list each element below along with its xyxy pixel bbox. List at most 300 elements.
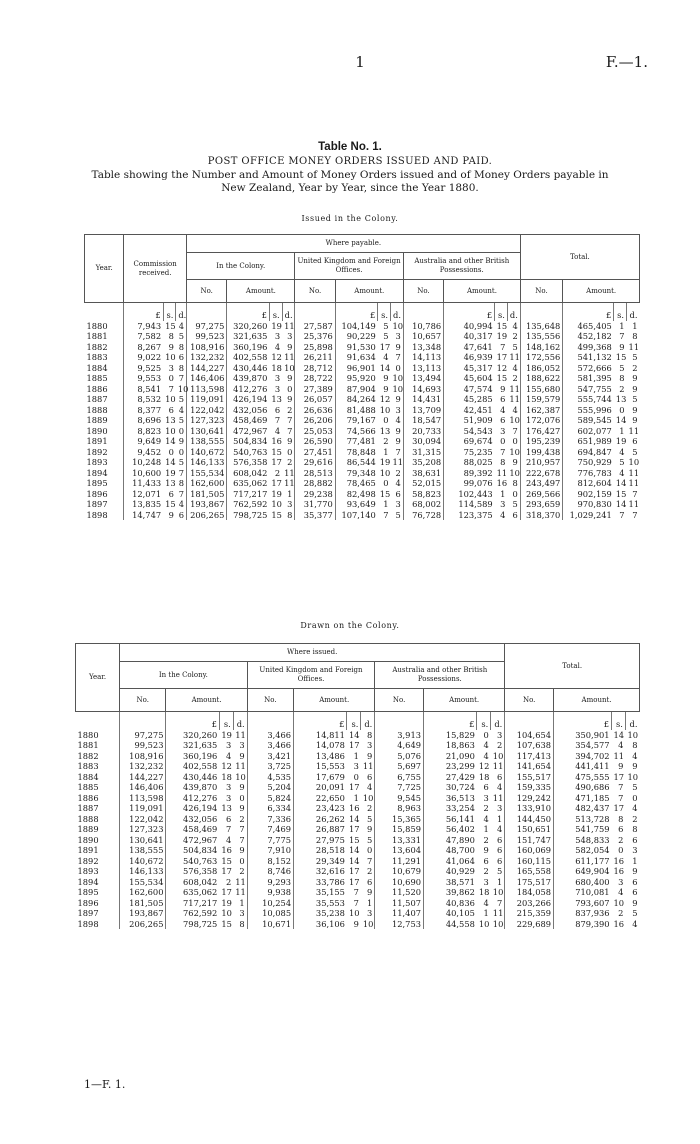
- table-cell: 11: [235, 876, 246, 887]
- table-cell: 6: [168, 404, 174, 415]
- table-cell: 5: [367, 834, 373, 845]
- table-cell: 16: [613, 866, 625, 876]
- table-cell: 14,113: [403, 352, 443, 363]
- year-cell: 1886: [77, 792, 99, 803]
- table-cell: 113,598: [120, 793, 166, 804]
- table-cell: 0: [239, 855, 245, 866]
- table-cell: 430,446: [227, 363, 270, 374]
- table-cell: 17: [379, 341, 391, 352]
- table-cell: 439,870: [166, 782, 219, 793]
- table-cell: 17: [613, 803, 625, 813]
- table-row: [76, 856, 640, 867]
- table-cell: 14: [615, 478, 627, 488]
- year-cell: 1898: [86, 509, 108, 520]
- unit-blank: [76, 712, 120, 730]
- table-cell: 426,194: [166, 803, 219, 814]
- table-cell: 581,395: [563, 373, 614, 384]
- table-cell: 7: [178, 373, 185, 383]
- table-cell: 6: [500, 415, 506, 425]
- table-cell: 20,091: [294, 782, 347, 793]
- table-cell: 7,469: [247, 824, 293, 835]
- table-cell: 7,943: [124, 321, 163, 332]
- table-cell: 14: [615, 499, 627, 509]
- table-cell: 18,547: [403, 415, 443, 426]
- table-cell: 162,600: [120, 887, 166, 898]
- table-cell: 608,042: [227, 468, 270, 479]
- table-cell: 9: [483, 845, 489, 855]
- table-cell: 76,728: [403, 510, 443, 521]
- table-cell: 31,315: [403, 447, 443, 458]
- table-cell: 7: [497, 897, 503, 908]
- table-cell: 19: [165, 467, 176, 478]
- table-cell: 144,227: [187, 363, 227, 374]
- table-cell: 2: [395, 467, 401, 478]
- table-cell: 17: [348, 782, 360, 792]
- table-cell: 14,747: [124, 510, 163, 521]
- table-cell: 35,208: [403, 457, 443, 468]
- table-cell: 4: [483, 740, 489, 750]
- table-cell: 33,786: [294, 877, 347, 888]
- table-cell: 5: [383, 331, 389, 341]
- table-cell: 107,638: [505, 740, 554, 751]
- table-cell: 0: [619, 404, 625, 415]
- table-cell: 210,957: [520, 457, 563, 468]
- year-cell: 1888: [77, 813, 99, 824]
- drawn-uk-header: United Kingdom and Foreign Offices.: [247, 662, 375, 689]
- table-cell: 9,938: [247, 887, 293, 898]
- table-cell: 17: [271, 457, 282, 467]
- table-cell: 16: [348, 803, 360, 813]
- table-cell: 27,389: [295, 384, 335, 395]
- table-cell: 11: [235, 729, 246, 740]
- table-cell: 5: [178, 415, 185, 425]
- year-cell: 1895: [86, 478, 108, 488]
- table-cell: 4,535: [247, 772, 293, 783]
- table-cell: 97,275: [187, 321, 227, 332]
- table-cell: 87,904: [335, 384, 378, 395]
- table-cell: 7: [225, 824, 232, 834]
- year-cell: 1889: [77, 824, 99, 834]
- table-cell: 402,558: [166, 761, 219, 772]
- table-cell: 9: [500, 383, 506, 394]
- table-cell: 26,590: [295, 436, 335, 447]
- year-cell: 1882: [77, 750, 99, 761]
- table-cell: 412,276: [227, 384, 270, 395]
- table-cell: 122,042: [120, 814, 166, 825]
- issued-total-amount-header: Amount.: [563, 280, 640, 303]
- year-cell: 1888: [86, 404, 108, 415]
- issued-table-wrapper: [84, 234, 640, 520]
- table-cell: 38,571: [424, 877, 477, 888]
- table-cell: 28,513: [295, 468, 335, 479]
- table-cell: 2: [632, 362, 638, 373]
- table-cell: 4: [383, 352, 389, 362]
- table-cell: 7: [274, 415, 281, 425]
- table-cell: 8: [632, 740, 638, 750]
- table-cell: 0: [512, 488, 518, 499]
- table-cell: 10: [362, 792, 374, 803]
- table-cell: 9: [239, 750, 245, 761]
- table-cell: 26,262: [294, 814, 347, 825]
- table-cell: 2: [512, 373, 518, 383]
- table-cell: 472,967: [166, 835, 219, 846]
- table-cell: 28,518: [294, 845, 347, 856]
- table-cell: 9: [287, 373, 293, 383]
- year-cell: 1892: [77, 855, 99, 866]
- table-cell: 4: [178, 320, 185, 331]
- table-cell: 3: [239, 740, 245, 750]
- table-cell: 16: [221, 845, 232, 855]
- table-cell: 18: [478, 771, 490, 782]
- year-cell: 1887: [77, 803, 99, 813]
- table-cell: 1: [353, 750, 359, 761]
- table-cell: 7: [239, 834, 245, 845]
- unit-d: d.: [282, 303, 295, 321]
- table-cell: 25,053: [295, 426, 335, 437]
- table-cell: 17: [348, 866, 360, 876]
- table-cell: 15,365: [375, 814, 424, 825]
- table-cell: 320,260: [227, 321, 270, 332]
- table-cell: 2: [287, 457, 293, 467]
- table-cell: 10: [613, 897, 625, 908]
- year-cell: 1891: [77, 845, 99, 855]
- table-cell: 2: [225, 876, 232, 887]
- table-cell: 7,582: [124, 331, 163, 342]
- table-cell: 798,725: [227, 510, 270, 521]
- table-cell: 13,348: [403, 342, 443, 353]
- unit-blank: [375, 712, 424, 730]
- drawn-table-wrapper: [75, 643, 640, 929]
- table-cell: 5: [619, 457, 625, 467]
- table-cell: 7: [395, 352, 401, 362]
- table-row: [85, 384, 640, 395]
- table-cell: 26,636: [295, 405, 335, 416]
- year-cell: 1881: [77, 740, 99, 750]
- table-cell: 3: [274, 383, 281, 394]
- table-cell: 635,062: [166, 887, 219, 898]
- table-cell: 13: [165, 415, 176, 425]
- table-cell: 1: [632, 855, 638, 866]
- table-cell: 141,654: [505, 761, 554, 772]
- table-cell: 19: [615, 436, 627, 446]
- table-cell: 9: [632, 373, 638, 383]
- unit-d: d.: [491, 712, 505, 730]
- table-cell: 3: [353, 761, 359, 771]
- table-cell: 9: [395, 436, 401, 446]
- table-cell: 837,936: [554, 908, 612, 919]
- table-cell: 0: [367, 845, 373, 855]
- table-cell: 6: [497, 855, 503, 866]
- table-cell: 0: [632, 792, 638, 803]
- table-cell: 150,651: [505, 824, 554, 835]
- table-cell: 19: [221, 729, 232, 740]
- table-cell: 40,929: [424, 866, 477, 877]
- table-cell: 10: [628, 457, 640, 467]
- unit-pound: £: [444, 303, 495, 321]
- year-cell: 1891: [86, 436, 108, 446]
- table-cell: 9: [287, 341, 293, 352]
- table-cell: 11: [492, 761, 504, 771]
- table-cell: 29,616: [295, 457, 335, 468]
- table-cell: 77,481: [335, 436, 378, 447]
- table-cell: 589,545: [563, 415, 614, 426]
- year-cell: 1885: [77, 782, 99, 792]
- drawn-section-title: Drawn on the Colony.: [300, 621, 400, 630]
- table-cell: 97,275: [120, 730, 166, 741]
- table-cell: 13,494: [403, 373, 443, 384]
- table-cell: 78,465: [335, 478, 378, 489]
- table-cell: 11: [235, 887, 246, 897]
- unit-d: d.: [627, 303, 640, 321]
- table-cell: 504,834: [227, 436, 270, 447]
- table-cell: 541,759: [554, 824, 612, 835]
- table-cell: 9,525: [124, 363, 163, 374]
- table-cell: 11: [492, 792, 504, 803]
- table-cell: 132,232: [120, 761, 166, 772]
- table-cell: 18,863: [424, 740, 477, 751]
- table-cell: 360,196: [227, 342, 270, 353]
- table-cell: 4: [483, 897, 489, 908]
- table-cell: 17: [613, 771, 625, 782]
- table-cell: 1: [619, 320, 625, 331]
- table-cell: 602,077: [563, 426, 614, 437]
- table-cell: 10: [392, 320, 404, 331]
- table-cell: 7: [367, 855, 373, 866]
- table-cell: 0: [178, 425, 185, 436]
- table-cell: 7: [512, 425, 518, 436]
- table-cell: 25,898: [295, 342, 335, 353]
- table-cell: 11,507: [375, 898, 424, 909]
- table-cell: 776,783: [563, 468, 614, 479]
- table-row: [76, 835, 640, 846]
- table-cell: 1: [497, 813, 503, 824]
- table-cell: 22,650: [294, 793, 347, 804]
- table-cell: 11: [613, 750, 625, 761]
- table-cell: 4: [178, 404, 185, 415]
- table-cell: 350,901: [554, 730, 612, 741]
- table-cell: 5,204: [247, 782, 293, 793]
- table-cell: 99,523: [187, 331, 227, 342]
- table-cell: 3: [287, 499, 293, 509]
- table-cell: 1: [483, 824, 489, 834]
- year-cell: 1885: [86, 373, 108, 383]
- table-cell: 6: [632, 887, 638, 897]
- table-cell: 8: [178, 362, 185, 373]
- units-row: [76, 712, 640, 730]
- table-cell: 14: [165, 457, 176, 467]
- table-cell: 69,674: [444, 436, 495, 447]
- table-cell: 7: [500, 341, 506, 352]
- table-cell: 3: [287, 331, 293, 341]
- table-cell: 798,725: [166, 919, 219, 930]
- table-cell: 5: [512, 341, 518, 352]
- table-cell: 3: [367, 908, 373, 918]
- table-cell: 9: [618, 761, 624, 771]
- unit-pound: £: [563, 303, 614, 321]
- table-cell: 2: [632, 813, 638, 824]
- table-cell: 14,693: [403, 384, 443, 395]
- table-cell: 41,064: [424, 856, 477, 867]
- table-cell: 452,182: [563, 331, 614, 342]
- table-cell: 17: [221, 887, 232, 897]
- table-cell: 5: [367, 813, 373, 824]
- table-cell: 11: [362, 761, 374, 771]
- table-row: [76, 919, 640, 930]
- table-cell: 79,167: [335, 415, 378, 426]
- table-cell: 14: [165, 436, 176, 446]
- table-cell: 12,071: [124, 489, 163, 500]
- table-number: Table No. 1.: [318, 141, 382, 153]
- table-row: [85, 478, 640, 489]
- issued-where-payable-header: Where payable.: [187, 235, 521, 253]
- table-cell: 14: [348, 729, 360, 740]
- table-cell: 6: [168, 488, 174, 499]
- table-cell: 3: [500, 425, 506, 436]
- table-cell: 10: [492, 887, 504, 897]
- year-cell: 1898: [77, 918, 99, 929]
- table-cell: 11: [628, 478, 640, 488]
- table-cell: 13,604: [375, 845, 424, 856]
- table-cell: 10: [392, 373, 404, 383]
- table-cell: 102,443: [444, 489, 495, 500]
- issued-australia-header: Australia and other British Possessions.: [403, 253, 520, 280]
- drawn-colony-header: In the Colony.: [120, 662, 248, 689]
- table-cell: 458,469: [166, 824, 219, 835]
- table-cell: 3: [274, 331, 281, 341]
- table-cell: 10,786: [403, 321, 443, 332]
- table-row: [85, 394, 640, 405]
- year-cell: 1886: [86, 383, 108, 394]
- table-cell: 162,600: [187, 478, 227, 489]
- table-cell: 7: [239, 824, 245, 834]
- table-cell: 10: [379, 404, 391, 415]
- table-cell: 74,566: [335, 426, 378, 437]
- table-cell: 11: [509, 383, 520, 394]
- table-cell: 762,592: [227, 499, 270, 510]
- table-cell: 5,697: [375, 761, 424, 772]
- table-cell: 6,334: [247, 803, 293, 814]
- issued-uk-header: United Kingdom and Foreign Offices.: [295, 253, 403, 280]
- table-cell: 89,392: [444, 468, 495, 479]
- table-row: [85, 405, 640, 416]
- table-cell: 19: [271, 320, 282, 331]
- table-cell: 127,323: [187, 415, 227, 426]
- table-cell: 84,264: [335, 394, 378, 405]
- table-row: [76, 803, 640, 814]
- table-cell: 13,486: [294, 751, 347, 762]
- table-description: Table showing the Number and Amount of Money Orders issued and of Money Orders payable in New Zealand, Year by Year, since the Year 1880.: [91, 169, 609, 194]
- table-cell: 9: [367, 887, 373, 897]
- table-cell: 2: [367, 866, 373, 876]
- drawn-colony-no-header: No.: [120, 689, 166, 712]
- unit-blank: [187, 303, 227, 321]
- table-cell: 6: [395, 488, 401, 499]
- table-cell: 7: [353, 887, 359, 897]
- table-cell: 15: [271, 446, 282, 457]
- table-row: [85, 426, 640, 437]
- table-cell: 15: [615, 488, 627, 499]
- table-cell: 360,196: [166, 751, 219, 762]
- table-cell: 146,406: [120, 782, 166, 793]
- table-cell: 582,054: [554, 845, 612, 856]
- table-cell: 10: [271, 499, 282, 509]
- table-cell: 45,285: [444, 394, 495, 405]
- table-cell: 0: [395, 362, 401, 373]
- table-cell: 4: [512, 362, 518, 373]
- table-cell: 8,823: [124, 426, 163, 437]
- table-row: [76, 761, 640, 772]
- table-cell: 9: [395, 425, 401, 436]
- table-cell: 18: [271, 362, 282, 373]
- table-cell: 29,238: [295, 489, 335, 500]
- table-cell: 79,348: [335, 468, 378, 479]
- table-cell: 27,975: [294, 835, 347, 846]
- table-cell: 8: [178, 478, 185, 488]
- table-row: [85, 342, 640, 353]
- table-cell: 16: [613, 855, 625, 866]
- table-cell: 3,725: [247, 761, 293, 772]
- table-cell: 5: [178, 394, 185, 404]
- table-cell: 9: [632, 866, 638, 876]
- table-cell: 127,323: [120, 824, 166, 835]
- table-cell: 0: [618, 845, 624, 855]
- table-cell: 140,672: [120, 856, 166, 867]
- issued-year-header: Year.: [85, 235, 124, 303]
- unit-pound: £: [166, 712, 219, 730]
- table-cell: 2: [367, 803, 373, 813]
- table-cell: 0: [383, 478, 389, 488]
- table-cell: 19: [221, 897, 232, 908]
- table-cell: 9: [395, 341, 401, 352]
- table-cell: 12: [271, 352, 282, 362]
- table-cell: 31,770: [295, 499, 335, 510]
- table-cell: 439,870: [227, 373, 270, 384]
- table-cell: 717,217: [227, 489, 270, 500]
- table-cell: 6: [178, 509, 185, 520]
- table-cell: 122,042: [187, 405, 227, 416]
- table-cell: 17: [221, 866, 232, 876]
- table-cell: 7: [619, 331, 625, 341]
- table-cell: 9: [353, 918, 359, 929]
- table-cell: 555,744: [563, 394, 614, 405]
- table-cell: 33,254: [424, 803, 477, 814]
- table-cell: 547,755: [563, 384, 614, 395]
- table-cell: 8: [632, 824, 638, 834]
- table-cell: 541,132: [563, 352, 614, 363]
- table-cell: 119,091: [187, 394, 227, 405]
- table-cell: 4: [178, 499, 185, 509]
- table-cell: 513,728: [554, 814, 612, 825]
- table-cell: 4: [632, 803, 638, 813]
- table-cell: 0: [168, 446, 174, 457]
- table-cell: 6: [178, 352, 185, 362]
- table-cell: 14,431: [403, 394, 443, 405]
- table-row: [76, 814, 640, 825]
- table-cell: 9,293: [247, 877, 293, 888]
- table-cell: 7: [618, 782, 624, 792]
- table-cell: 18: [221, 771, 232, 782]
- table-row: [85, 510, 640, 521]
- table-cell: 10: [627, 729, 639, 740]
- table-cell: 47,574: [444, 384, 495, 395]
- table-cell: 7,775: [247, 835, 293, 846]
- table-cell: 10: [492, 750, 504, 761]
- unit-s: s.: [269, 303, 282, 321]
- year-cell: 1887: [86, 394, 108, 404]
- table-row: [85, 331, 640, 342]
- table-cell: 1: [353, 792, 359, 803]
- drawn-australia-amount-header: Amount.: [424, 689, 505, 712]
